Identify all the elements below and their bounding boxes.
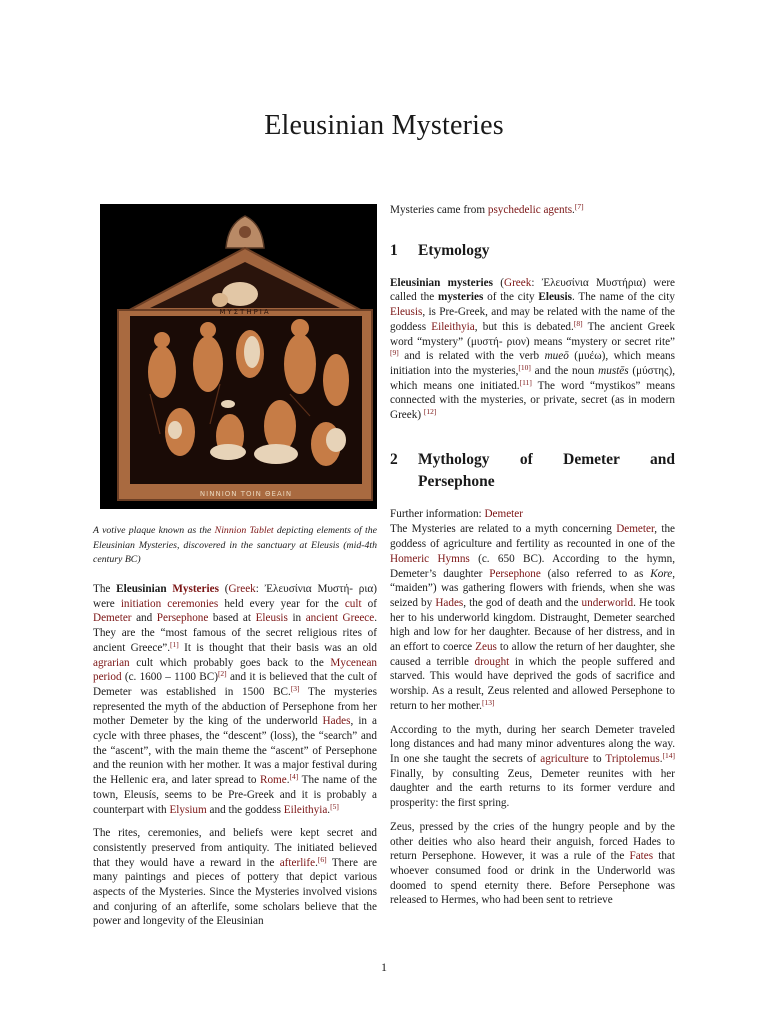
page-title: Eleusinian Mysteries bbox=[264, 110, 504, 141]
link-initiation-ceremonies[interactable]: initiation ceremonies bbox=[120, 597, 219, 610]
link-mysteries[interactable]: Mysteries bbox=[172, 583, 219, 595]
citation-12[interactable]: [12] bbox=[423, 407, 437, 417]
citation-14[interactable]: [14] bbox=[662, 750, 676, 760]
section-heading-etymology: 1 Etymology bbox=[390, 241, 490, 259]
etymology-paragraph: Eleusinian mysteries (Greek: Ἐλευσίνια Μυστήρια) were called the mysteries of the city Eleusis. The name of the city Eleusis, is Pre-Greek, and may be related with the name of the goddess Eileithyia, but this is debated.[8] The ancient Greek word “mystery” (μυστή- ριον) means “mystery or secret rite” [9] and is related with the verb mueō (μυέω), which means initiation into the mysteries,[10] and the noun mustēs (μύστης), which means one initiated.[11] The word “mystikos” means connected with the mysteries, or private, secret (as in modern Greek) [12] bbox=[390, 276, 676, 422]
link-agrarian[interactable]: agrarian bbox=[93, 656, 130, 669]
citation-1[interactable]: [1] bbox=[170, 639, 179, 649]
link-elysium[interactable]: Elysium bbox=[169, 803, 207, 816]
citation-2[interactable]: [2] bbox=[217, 669, 227, 679]
intro-paragraph-1: The Eleusinian Mysteries (Greek: Ἐλευσίνια Μυστή- ρια) were initiation ceremonies held every year for the cult of Demeter and Persephone based at Eleusis in ancient Greece. They are the “most famous of the secret religious rites of ancient Greece”.[1] It is thought that their basis was an old agrarian cult which probably goes back to the Mycenean period (c. 1600 – 1100 BC)[2] and it is believed that the cult of Demeter was established in 1500 BC.[3] The mysteries represented the myth of the abduction of Persephone from her mother Demeter by the king of the underworld Hades, in a cycle with three phases, the “descent” (loss), the “search” and the “ascent”, with the main theme the “ascent” of Persephone and the reunion with her mother. It was a major festival during the Hellenic era, and later spread to Rome.[4] The name of the town, Eleusís, seems to be Pre-Greek and it is probably a counterpart with Elysium and the goddess Eileithyia.[5] bbox=[93, 583, 378, 816]
link-fates[interactable]: Fates bbox=[629, 850, 654, 863]
citation-3[interactable]: [3] bbox=[290, 683, 300, 693]
link-demeter-further[interactable]: Demeter bbox=[484, 507, 523, 520]
figure-caption: A votive plaque known as the Ninnion Tablet depicting elements of the Eleusinian Mysteries, discovered in the sanctuary at Eleusis (mid-4th century BC) bbox=[93, 525, 377, 565]
link-eileithyia-2[interactable]: Eileithyia bbox=[431, 320, 475, 333]
link-psychedelic-agents[interactable]: psychedelic agents bbox=[487, 204, 573, 216]
link-persephone[interactable]: Persephone bbox=[156, 612, 209, 625]
citation-8[interactable]: [8] bbox=[573, 318, 583, 328]
section-heading-mythology: 2 Mythology of Demeter and Persephone bbox=[390, 450, 675, 490]
link-hades[interactable]: Hades bbox=[322, 715, 351, 728]
plaque-inscription-bottom: ΝΙΝΝΙΟΝ ΤΟΙΝ ΘΕΑΙΝ bbox=[199, 490, 293, 498]
mythology-paragraph-2: According to the myth, during her search Demeter traveled long distances and had many minor adventures along the way. In one she taught the secrets of agriculture to Triptolemus.[14] Finally, by consulting Zeus, Demeter reunites with her daughter and the earth returns to its former verdure and prosperity: the first spring. bbox=[390, 723, 676, 810]
link-triptolemus[interactable]: Triptolemus bbox=[605, 752, 660, 765]
link-rome[interactable]: Rome bbox=[260, 774, 287, 787]
link-afterlife[interactable]: afterlife bbox=[279, 856, 316, 869]
link-hades-2[interactable]: Hades bbox=[435, 596, 464, 609]
link-demeter-2[interactable]: Demeter bbox=[616, 523, 655, 536]
plaque-inscription-top: ΜΥΣΤΗΡΙΑ bbox=[219, 308, 271, 316]
citation-7[interactable]: [7] bbox=[574, 202, 584, 211]
mythology-paragraph-3: Zeus, pressed by the cries of the hungry people and by the other deities who also heard their anguish, forced Hades to return Persephone. However, it was a rule of the Fates that whoever consumed food or drink in the Underworld was doomed to spend eternity there. Before Persephone was released to Hermes, who had been sent to retrieve bbox=[390, 820, 675, 907]
ninnion-tablet-image bbox=[100, 204, 377, 509]
page-number: 1 bbox=[381, 960, 387, 974]
citation-6[interactable]: [6] bbox=[317, 854, 327, 864]
left-column bbox=[93, 582, 377, 938]
link-drought[interactable]: drought bbox=[474, 655, 510, 668]
link-greek[interactable]: Greek bbox=[228, 583, 256, 595]
link-eleusis-2[interactable]: Eleusis bbox=[390, 306, 423, 319]
citation-5[interactable]: [5] bbox=[330, 801, 339, 811]
citation-11[interactable]: [11] bbox=[519, 377, 532, 387]
link-ancient-greece[interactable]: ancient Greece bbox=[305, 612, 375, 625]
intro-paragraph-2: The rites, ceremonies, and beliefs were kept secret and consistently preserved from antiquity. The initiated believed that they would have a reward in the afterlife.[6] There are many paintings and pieces of pottery that depict various aspects of the Mysteries. Since the Mysteries involved visions and conjuring of an afterlife, some scholars believe that the power and longevity of the Eleusinian bbox=[93, 827, 377, 928]
link-greek-2[interactable]: Greek bbox=[503, 276, 532, 289]
continuation-paragraph: Mysteries came from psychedelic agents.[7] bbox=[390, 202, 584, 216]
link-eileithyia[interactable]: Eileithyia bbox=[283, 803, 328, 816]
link-ninnion-tablet[interactable]: Ninnion Tablet bbox=[214, 525, 274, 536]
link-homeric-hymns[interactable]: Homeric Hymns bbox=[390, 552, 470, 565]
citation-4[interactable]: [4] bbox=[289, 772, 299, 782]
further-information: Further information: Demeter bbox=[390, 507, 523, 520]
link-underworld[interactable]: underworld bbox=[581, 596, 634, 609]
link-zeus[interactable]: Zeus bbox=[475, 641, 497, 654]
citation-13[interactable]: [13] bbox=[481, 697, 495, 707]
citation-10[interactable]: [10] bbox=[518, 362, 531, 372]
citation-9[interactable]: [9] bbox=[390, 348, 399, 358]
link-cult[interactable]: cult bbox=[344, 597, 362, 610]
mythology-paragraph-1: The Mysteries are related to a myth concerning Demeter, the goddess of agriculture and fertility as recounted in one of the Homeric Hymns (c. 650 BC). According to the hymn, Demeter’s daughter Persephone (also referred to as Kore, “maiden”) was gathering flowers with friends, when she was seized by Hades, the god of death and the underworld. He took her to his underworld kingdom. Distraught, Demeter searched high and low for her daughter. Because of her distress, and in an effort to coerce Zeus to allow the return of her daughter, she caused a terrible drought in which the people suffered and starved. This would have deprived the gods of sacrifice and worship. As a result, Zeus relented and allowed Persephone to return to her mother.[13] bbox=[390, 523, 676, 712]
right-column bbox=[390, 203, 675, 917]
link-demeter[interactable]: Demeter bbox=[93, 612, 132, 625]
link-persephone-2[interactable]: Persephone bbox=[489, 567, 541, 580]
link-agriculture[interactable]: agriculture bbox=[540, 752, 589, 765]
link-mycenean-period[interactable]: Mycenean period bbox=[93, 656, 377, 684]
link-eleusis[interactable]: Eleusis bbox=[255, 612, 288, 625]
